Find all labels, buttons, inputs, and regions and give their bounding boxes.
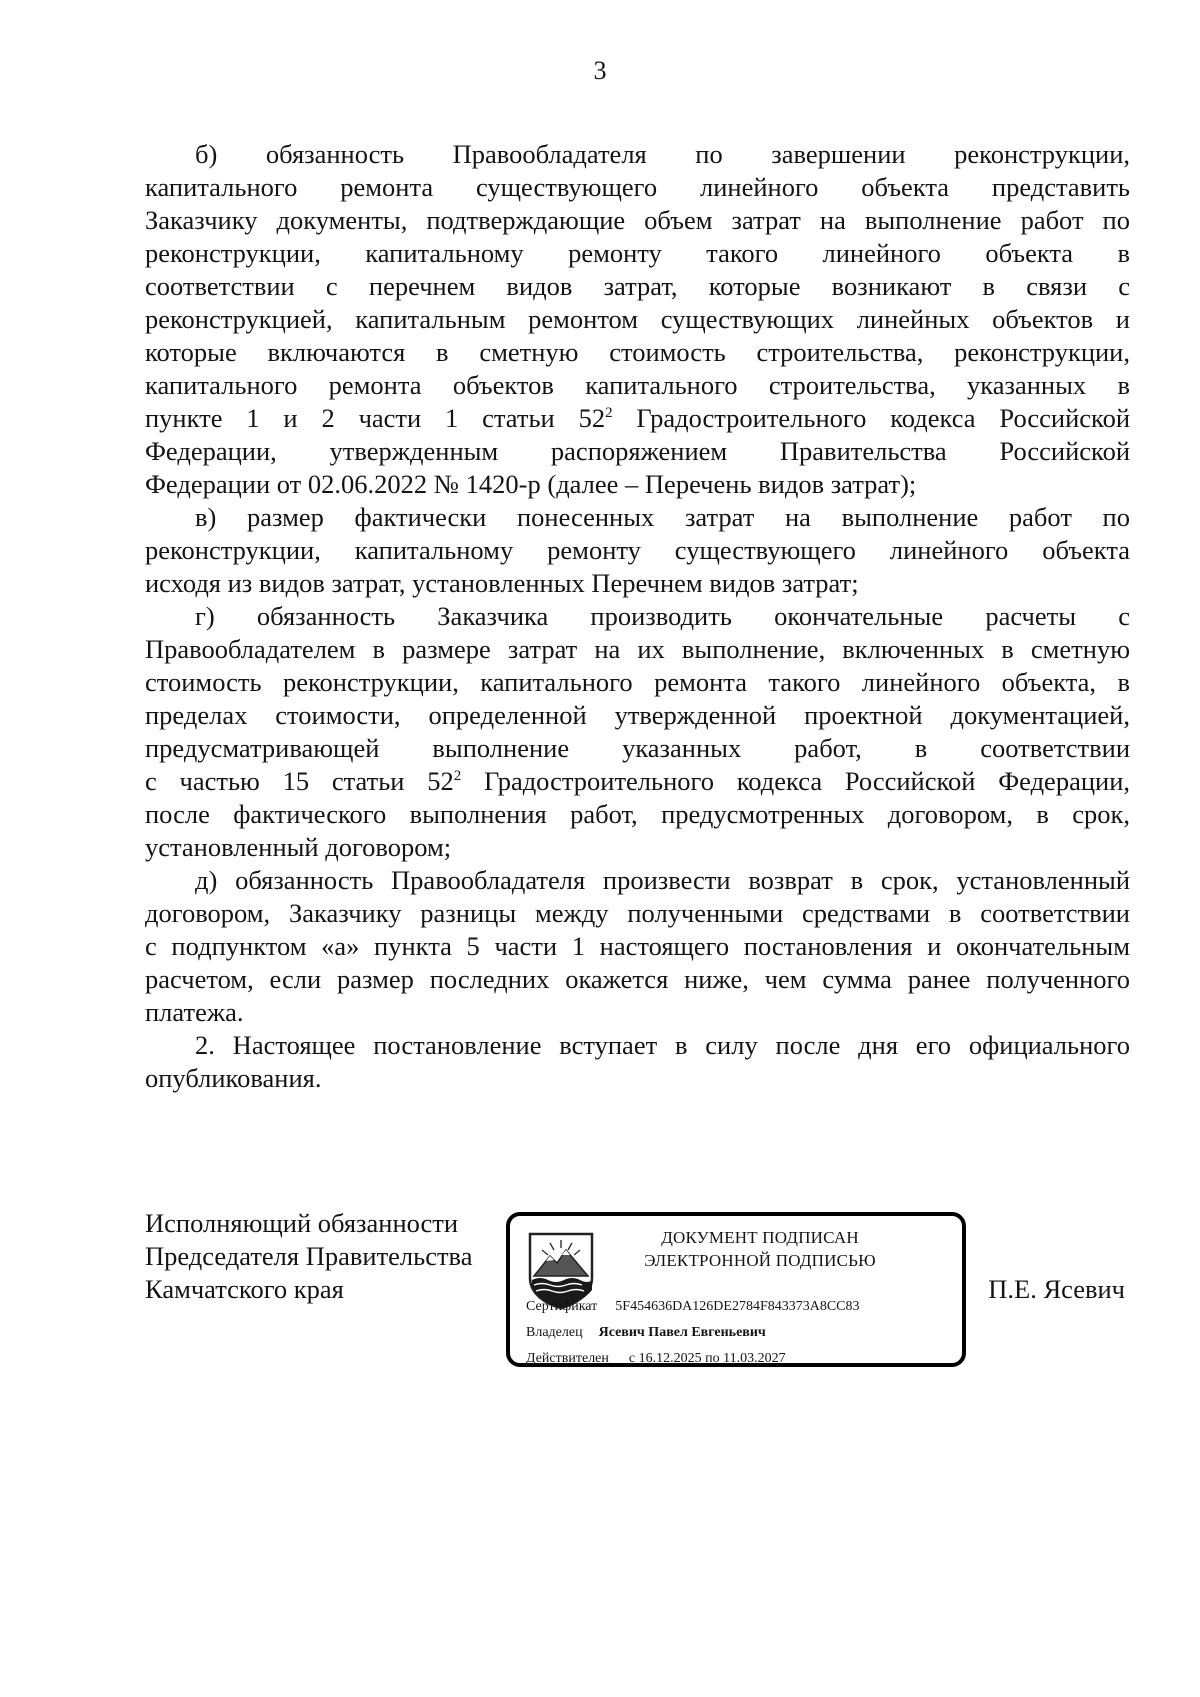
- owner-value: Ясевич Павел Евгеньевич: [598, 1325, 766, 1340]
- text-line: опубликования.: [145, 1063, 322, 1093]
- text-line: договором, Заказчику разницы между полученными средствами в соответствии: [145, 898, 1130, 928]
- text-line: капитального ремонта объектов капитального строительства, указанных в: [145, 370, 1130, 400]
- text-line: реконструкции, капитальному ремонту существующего линейного объекта: [145, 535, 1130, 565]
- text-line: д) обязанность Правообладателя произвести возврат в срок, установленный: [195, 865, 1130, 895]
- text-line: капитального ремонта существующего линейного объекта представить: [145, 172, 1130, 202]
- text-line: Федерации от 02.06.2022 № 1420-р (далее – Перечень видов затрат);: [145, 469, 917, 499]
- signer-role-line: Камчатского края: [145, 1274, 344, 1304]
- paragraph-d: [145, 864, 1130, 1029]
- page-number: 3: [593, 56, 607, 85]
- stamp-title-line: ДОКУМЕНТ ПОДПИСАН: [661, 1228, 859, 1247]
- text-segment: с частью 15 статьи 52: [145, 766, 454, 796]
- text-segment: пункте 1 и 2 части 1 статьи 52: [145, 403, 606, 433]
- text-line: б) обязанность Правообладателя по завершении реконструкции,: [195, 139, 1130, 169]
- text-segment: Градостроительного кодекса Российской Федерации,: [461, 766, 1130, 796]
- signer-role-line: Исполняющий обязанности: [145, 1208, 459, 1238]
- text-line: пределах стоимости, определенной утвержденной проектной документацией,: [145, 700, 1130, 730]
- certificate-label: Сертификат: [526, 1299, 598, 1314]
- paragraph-b: [145, 138, 1130, 501]
- text-segment: Градостроительного кодекса Российской: [612, 403, 1130, 433]
- certificate-row: [526, 1298, 860, 1316]
- stamp-title-line: ЭЛЕКТРОННОЙ ПОДПИСЬЮ: [644, 1251, 876, 1270]
- text-line: [145, 402, 1130, 435]
- text-line: с подпунктом «а» пункта 5 части 1 настоящего постановления и окончательным: [145, 931, 1130, 961]
- text-line: Федерации, утвержденным распоряжением Правительства Российской: [145, 436, 1130, 466]
- text-line: исходя из видов затрат, установленных Перечнем видов затрат;: [145, 568, 859, 598]
- validity-label: Действителен: [526, 1351, 609, 1366]
- text-line: после фактического выполнения работ, предусмотренных договором, в срок,: [145, 799, 1130, 829]
- validity-value: с 16.12.2025 по 11.03.2027: [628, 1351, 786, 1366]
- text-line: [145, 765, 1130, 798]
- text-line: которые включаются в сметную стоимость строительства, реконструкции,: [145, 337, 1130, 367]
- text-line: реконструкцией, капитальным ремонтом существующих линейных объектов и: [145, 304, 1130, 334]
- signer-role-line: Председателя Правительства: [145, 1241, 473, 1271]
- superscript: 2: [605, 405, 613, 422]
- text-line: реконструкции, капитальному ремонту такого линейного объекта в: [145, 238, 1130, 268]
- stamp-title: [610, 1226, 910, 1272]
- signer-name: П.Е. Ясевич: [988, 1274, 1125, 1304]
- paragraph-g: [145, 600, 1130, 864]
- text-line: Правообладателем в размере затрат на их выполнение, включенных в сметную: [145, 634, 1130, 664]
- text-line: предусматривающей выполнение указанных работ, в соответствии: [145, 733, 1130, 763]
- paragraph-p2: [145, 1029, 1130, 1095]
- text-line: установленный договором;: [145, 832, 452, 862]
- document-body: [145, 138, 1130, 1095]
- signer-role: [145, 1207, 473, 1306]
- owner-row: [526, 1324, 766, 1342]
- text-line: Заказчику документы, подтверждающие объем затрат на выполнение работ по: [145, 205, 1130, 235]
- owner-label: Владелец: [526, 1325, 583, 1340]
- certificate-value: 5F454636DA126DE2784F843373A8CC83: [615, 1299, 860, 1314]
- text-line: расчетом, если размер последних окажется ниже, чем сумма ранее полученного: [145, 964, 1130, 994]
- electronic-signature-stamp: [506, 1212, 966, 1367]
- text-line: стоимость реконструкции, капитального ремонта такого линейного объекта, в: [145, 667, 1130, 697]
- text-line: соответствии с перечнем видов затрат, которые возникают в связи с: [145, 271, 1130, 301]
- validity-row: [526, 1350, 786, 1368]
- superscript: 2: [453, 768, 462, 785]
- paragraph-v: [145, 501, 1130, 600]
- text-line: в) размер фактически понесенных затрат на выполнение работ по: [195, 502, 1130, 532]
- text-line: г) обязанность Заказчика производить окончательные расчеты с: [195, 601, 1130, 631]
- text-line: платежа.: [145, 997, 244, 1027]
- text-line: 2. Настоящее постановление вступает в силу после дня его официального: [195, 1030, 1130, 1060]
